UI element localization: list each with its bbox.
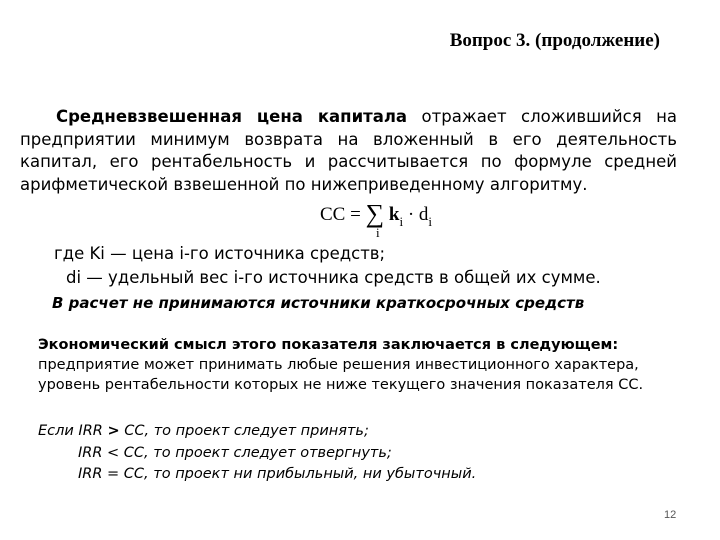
formula-k: k <box>388 204 400 225</box>
formula-dot: · <box>407 204 415 225</box>
economic-meaning <box>38 335 688 395</box>
economic-heading: Экономический смысл этого показателя заключается в следующем: <box>38 337 619 353</box>
slide-title: Вопрос 3. (продолжение) <box>449 30 660 51</box>
definition-ki: где Ki — цена i-го источника средств; <box>54 244 386 263</box>
definition-di: di — удельный вес i-го источника средств в общей их сумме. <box>66 268 601 287</box>
page-number: 12 <box>664 509 677 521</box>
definition-paragraph <box>20 106 677 196</box>
formula-d-sub: i <box>428 214 433 229</box>
condition-op: < <box>107 445 120 461</box>
condition-post: СС, то проект следует принять; <box>119 423 369 439</box>
condition-reject <box>78 445 392 461</box>
condition-pre: IRR <box>78 445 108 461</box>
condition-accept <box>38 423 369 439</box>
short-term-note: В расчет не принимаются источники краткосрочных средств <box>52 294 585 312</box>
formula-d: d <box>418 204 429 225</box>
wacc-formula <box>320 197 433 240</box>
formula-lhs: CC = <box>320 204 361 225</box>
condition-pre: IRR <box>78 466 108 482</box>
condition-op: > <box>107 423 120 439</box>
condition-op: = <box>107 466 120 482</box>
condition-post: СС, то проект ни прибыльный, ни убыточный. <box>119 466 477 482</box>
bold-term: Средневзвешенная цена капитала <box>56 107 408 126</box>
formula-k-sub: i <box>399 214 404 229</box>
sigma-symbol: ∑ <box>365 199 385 228</box>
sum-index: i <box>376 225 380 240</box>
economic-body: предприятие может принимать любые решения инвестиционного характера, уровень рентабельности которых не ниже текущего значения показателя СС. <box>38 357 644 393</box>
condition-post: СС, то проект следует отвергнуть; <box>119 445 392 461</box>
condition-neutral <box>78 466 476 482</box>
condition-pre: Если IRR <box>38 423 108 439</box>
paragraph-text: отражает сложившийся на предприятии минимум возврата на вложенный в его деятельность капитал, его рентабельность и рассчитывается по формуле средней арифметической взвешенной по нижеприведенному алгоритму. <box>20 107 677 194</box>
